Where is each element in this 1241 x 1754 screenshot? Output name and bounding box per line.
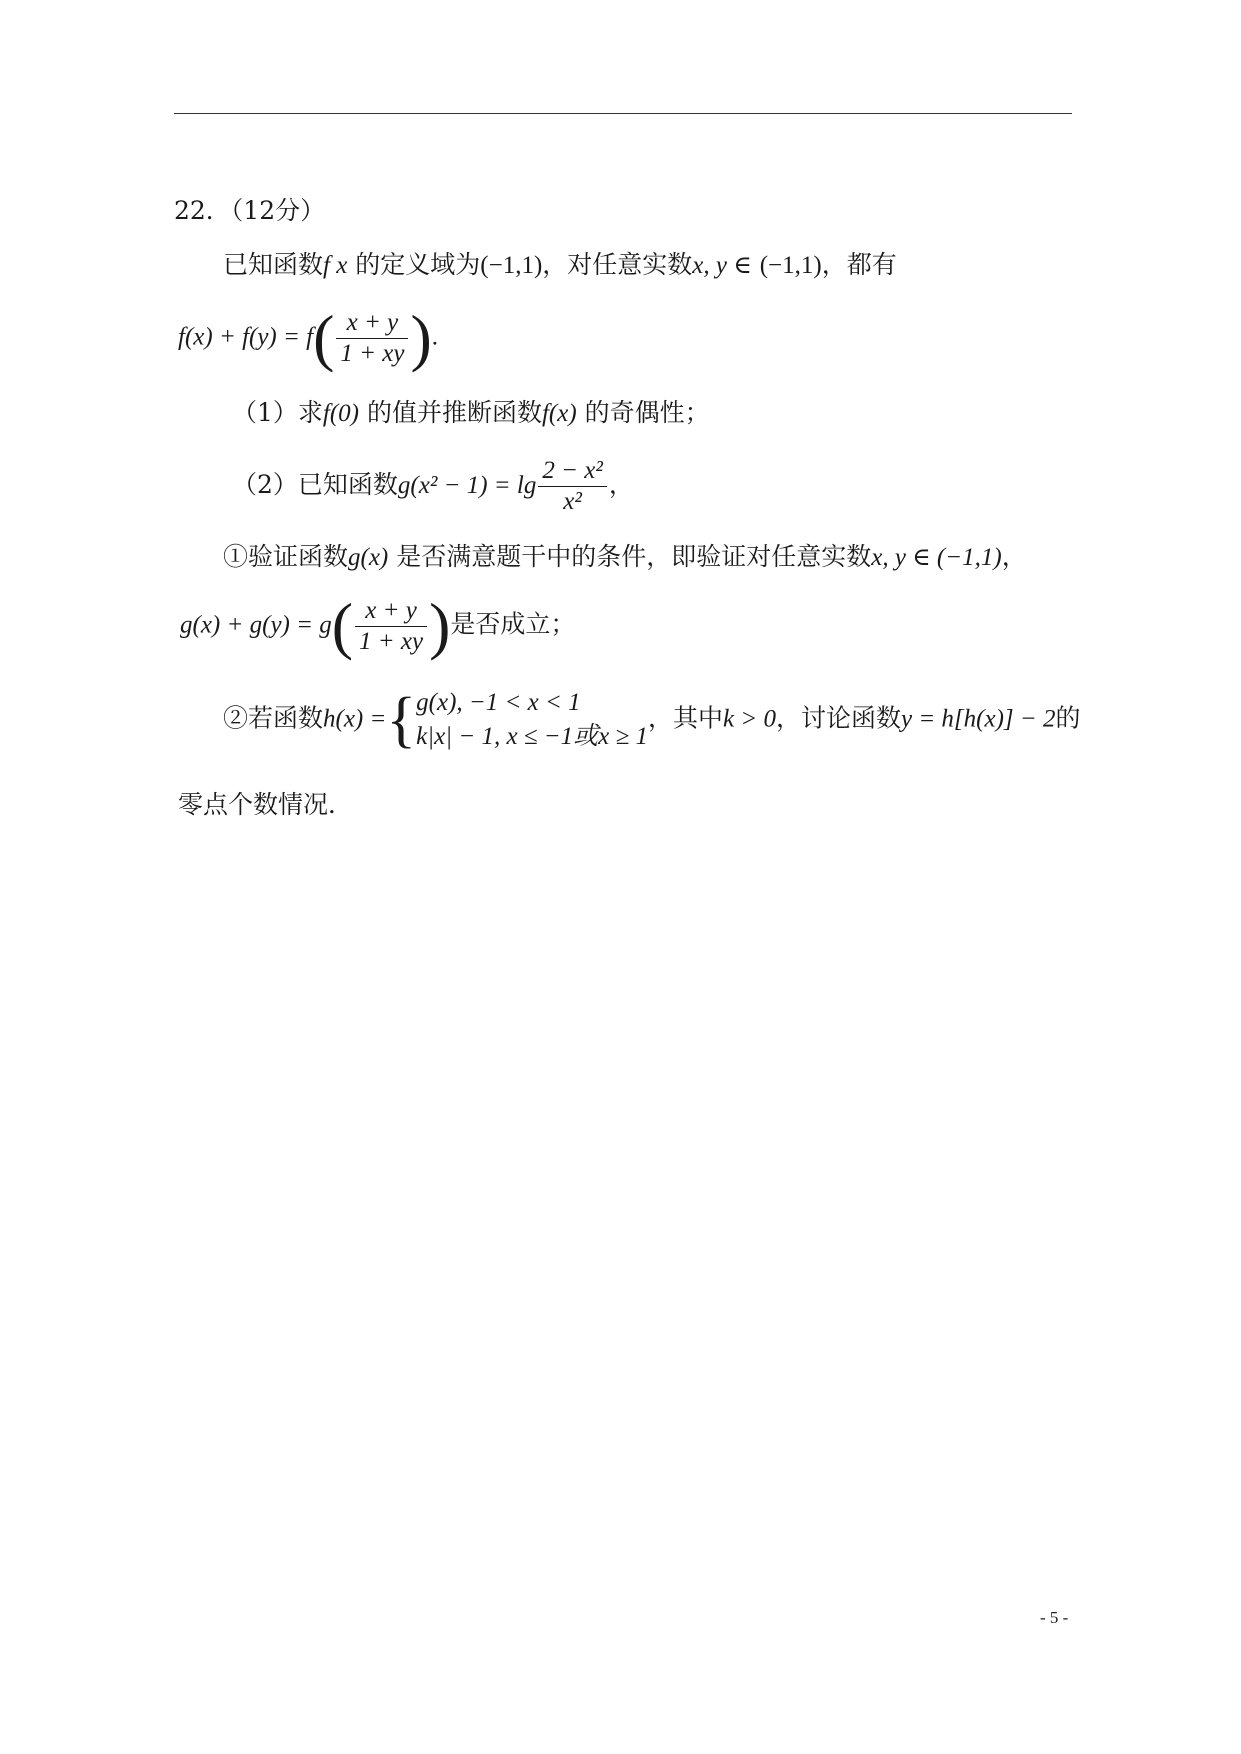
part-2: （2）已知函数g(x² − 1) = lg $\frac{\text{2 − x²}}{\text{x²}}$ ， — [232, 457, 634, 515]
subquestion-2: ②若函数h(x) ={ g(x), −1 < x < 1 k|x| − 1, x ≤ −1或x ≥ 1 ，其中k > 0，讨论函数y = h[h(x)] − 2的 — [223, 685, 1081, 754]
subquestion-1: ①验证函数g(x) 是否满意题干中的条件，即验证对任意实数x, y ∈ (−1,1)， — [223, 542, 1027, 571]
part-1: （1）求f(0) 的值并推断函数f(x) 的奇偶性； — [232, 398, 710, 427]
subquestion-1-identity: g(x) + g(y) = g( $\frac{x + y}{1 + xy}$ )是否成立； — [180, 590, 576, 661]
problem-header: 22．（12分） — [174, 196, 326, 225]
functional-identity: f(x) + f(y) = f( $\frac{x + y}{1 + xy}$ ). — [178, 302, 439, 373]
header-rule — [174, 113, 1072, 114]
subquestion-2-end: 零点个数情况． — [178, 790, 354, 819]
problem-intro: 已知函数f x 的定义域为(−1,1)，对任意实数x, y ∈ (−1,1)，都有 — [223, 250, 897, 279]
piecewise-cases: g(x), −1 < x < 1 k|x| − 1, x ≤ −1或x ≥ 1 — [416, 689, 648, 750]
page-number: - 5 - — [1040, 1608, 1069, 1627]
